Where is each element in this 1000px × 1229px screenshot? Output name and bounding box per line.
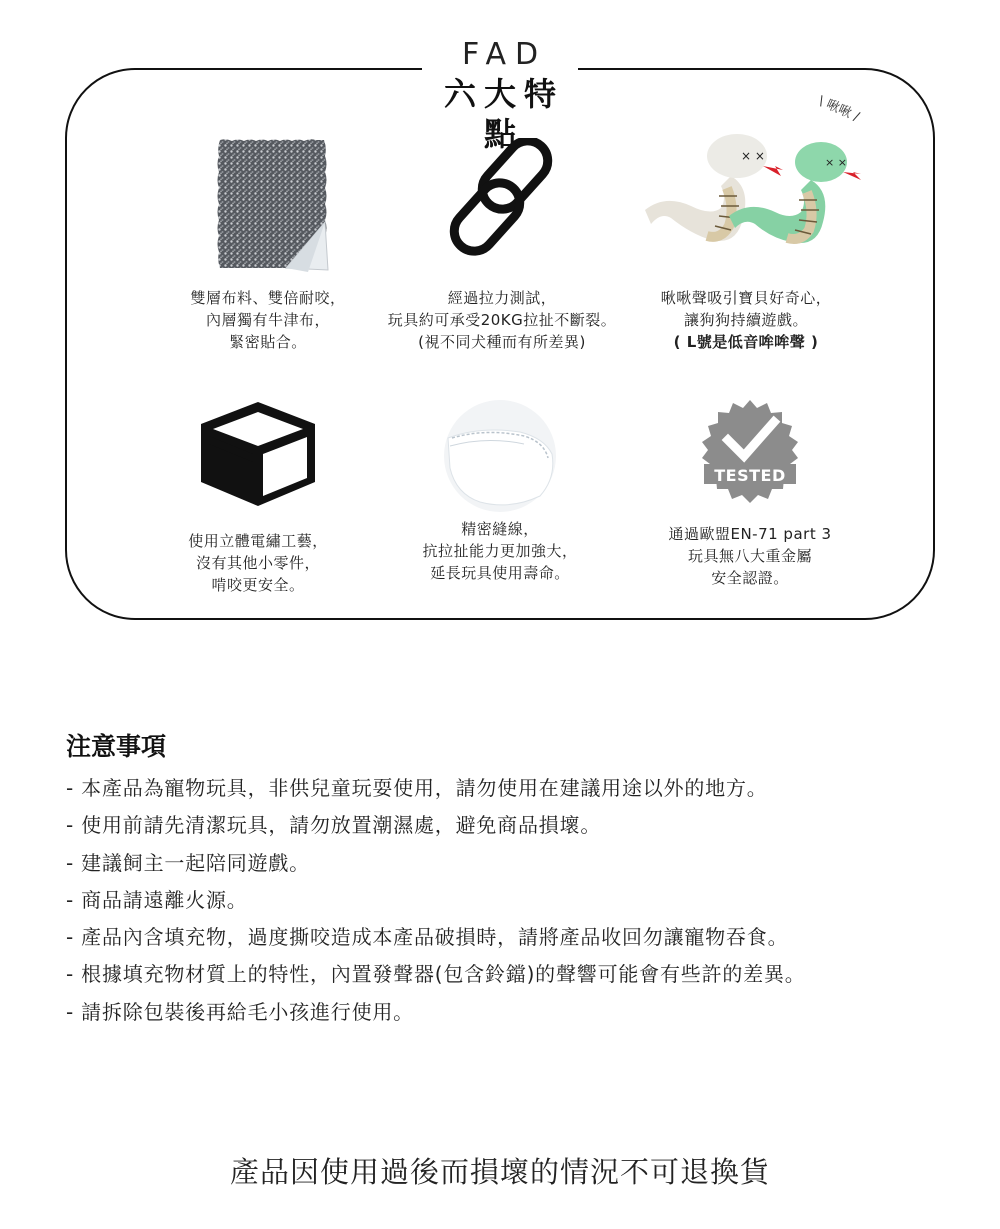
fabric-swatch-icon (188, 138, 348, 273)
cube-icon (193, 398, 323, 510)
list-item: - 本產品為寵物玩具，非供兒童玩耍使用，請勿使用在建議用途以外的地方。 (66, 776, 768, 800)
caption-line: 安全認證。 (711, 569, 789, 587)
feature-header (422, 30, 578, 153)
caption-line: 精密縫線， (461, 520, 539, 538)
list-item: - 根據填充物材質上的特性，內置發聲器(包含鈴鐺)的聲響可能會有些許的差異。 (66, 962, 806, 987)
caption-line: 啾啾聲吸引寶貝好奇心， (660, 289, 832, 307)
list-item: - 產品內含填充物，過度撕咬造成本產品破損時，請將產品收回勿讓寵物吞食。 (66, 925, 789, 950)
tested-badge-icon (694, 396, 806, 508)
caption-line: 雙層布料、雙倍耐咬， (190, 289, 346, 307)
caption-line: (視不同犬種而有所差異) (418, 333, 586, 351)
caption-line: 延長玩具使用壽命。 (430, 564, 570, 582)
list-item: - 商品請遠離火源。 (66, 887, 248, 912)
caption-line bold: ( L號是低音哞哞聲 ) (673, 333, 819, 351)
list-item: - 建議飼主一起陪同遊戲。 (66, 850, 310, 875)
caption-line: 使用立體電繡工藝， (188, 532, 328, 550)
caption-line: 沒有其他小零件， (195, 554, 320, 572)
brand-name: FAD (461, 37, 548, 72)
caption-line: 抗拉扯能力更加強大， (422, 542, 578, 560)
stitched-seam-image (440, 398, 560, 514)
caption-line: 內層獨有牛津布， (205, 311, 330, 329)
features-title: 六大特點 (443, 75, 564, 153)
caption-line: 啃咬更安全。 (211, 576, 305, 594)
notes-list (66, 770, 806, 1031)
sound-tag: \ 啾啾 / (815, 93, 862, 125)
notes-title: 注意事項 (66, 732, 167, 761)
no-return-notice: 產品因使用過後而損壞的情況不可退換貨 (229, 1155, 770, 1189)
caption-line: 玩具無八大重金屬 (687, 547, 812, 565)
snake-toys-image (631, 128, 861, 263)
list-item: - 請拆除包裝後再給毛小孩進行使用。 (66, 999, 414, 1024)
caption-line: 經過拉力測試， (447, 289, 557, 307)
caption-line: 玩具約可承受20KG拉扯不斷裂。 (387, 311, 617, 329)
chain-link-icon (437, 138, 567, 258)
svg-text:× ×: × × (825, 156, 847, 169)
svg-text:× ×: × × (741, 149, 765, 163)
feature-squeaker (596, 128, 896, 353)
tested-badge-text: TESTED (714, 466, 786, 485)
feature-tested (600, 396, 900, 589)
list-item: - 使用前請先清潔玩具，請勿放置潮濕處，避免商品損壞。 (66, 813, 602, 838)
caption-line: 讓狗狗持續遊戲。 (683, 311, 808, 329)
caption-line: 緊密貼合。 (229, 333, 307, 351)
caption-line: 通過歐盟EN-71 part 3 (668, 525, 832, 543)
